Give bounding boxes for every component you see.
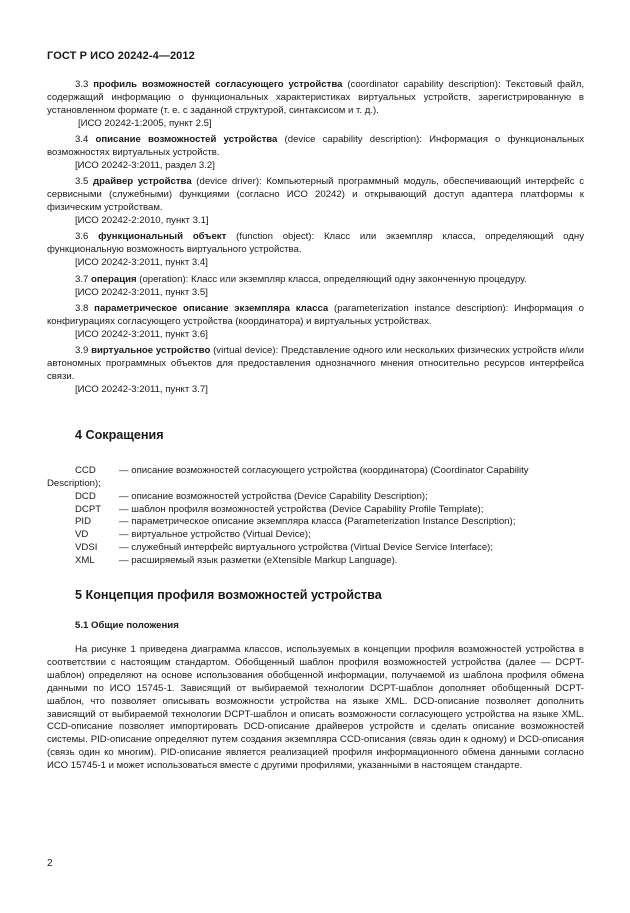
definition-item bbox=[47, 231, 584, 257]
abbreviations-list bbox=[47, 465, 584, 568]
abbreviation-code: VD bbox=[75, 529, 89, 541]
definition-text: (virtual device): Представление одного или нескольких физических устройств и/или автономных программных объектов для предоставления однозначного мнения относительно ресурсов интерфейса связи. bbox=[47, 345, 584, 383]
abbreviation-definition: — описание возможностей устройства (Device Capability Description); bbox=[119, 490, 428, 502]
abbreviation-code: PID bbox=[75, 516, 91, 528]
definition-item bbox=[47, 303, 584, 329]
definition-number: 3.3 bbox=[75, 79, 89, 90]
definition-text: (device capability description): Информация о функциональных возможностях виртуальных устройств. bbox=[47, 134, 584, 159]
definition-reference: [ИСО 20242-1:2005, пункт 2.5] bbox=[78, 117, 212, 129]
abbreviation-code: DCD bbox=[75, 490, 96, 502]
definition-number: 3.9 bbox=[75, 345, 89, 357]
abbreviation-row bbox=[47, 504, 584, 517]
definition-term: описание возможностей устройства bbox=[95, 134, 278, 146]
abbreviation-code: VDSI bbox=[75, 542, 98, 554]
definition-reference: [ИСО 20242-3:2011, пункт 3.5] bbox=[75, 286, 208, 298]
definition-reference: [ИСО 20242-3:2011, пункт 3.6] bbox=[75, 328, 208, 340]
definition-text: (coordinator capability description): Текстовый файл, содержащий информацию о функциональных характеристиках виртуальных устройств, зарегистрированную в установленном формате (т. е. с заданной структурой, синтаксисом и т. д.). bbox=[47, 79, 585, 116]
abbreviation-definition: — служебный интерфейс виртуального устройства (Virtual Device Service Interface); bbox=[119, 542, 494, 554]
document-content bbox=[47, 79, 584, 773]
definition-text: (function object): Класс или экземпляр класса, определяющий одну функциональную возможность виртуального устройства. bbox=[47, 231, 584, 256]
definition-item bbox=[47, 134, 584, 160]
definition-text: (operation): Класс или экземпляр класса, определяющий одну законченную процедуру. bbox=[136, 273, 527, 285]
definition-number: 3.5 bbox=[75, 176, 89, 188]
definition-number: 3.4 bbox=[75, 134, 89, 146]
abbreviation-definition: — описание возможностей согласующего устройства (координатора) (Coordinator Capability bbox=[119, 464, 529, 476]
definition-term: функциональный объект bbox=[98, 231, 227, 243]
abbreviation-row bbox=[47, 529, 584, 542]
abbreviation-row bbox=[47, 555, 584, 568]
subsection-5-1-title: 5.1 Общие положения bbox=[75, 620, 179, 632]
abbreviation-row bbox=[47, 465, 584, 478]
definition-term: операция bbox=[91, 273, 137, 285]
definition-reference: [ИСО 20242-3:2011, пункт 3.7] bbox=[75, 383, 208, 395]
abbreviation-code: DCPT bbox=[75, 503, 102, 515]
abbreviation-row bbox=[47, 491, 584, 504]
section-4-title: 4 Сокращения bbox=[75, 427, 164, 442]
definition-item bbox=[47, 274, 584, 287]
definition-term: виртуальное устройство bbox=[91, 345, 211, 357]
definition-number: 3.6 bbox=[75, 231, 89, 243]
section-5-title: 5 Концепция профиля возможностей устройства bbox=[75, 588, 382, 603]
definition-reference: [ИСО 20242-3:2011, раздел 3.2] bbox=[75, 159, 215, 171]
definitions-list bbox=[47, 79, 584, 397]
definition-reference: [ИСО 20242-3:2011, пункт 3.4] bbox=[75, 257, 208, 269]
definition-term: драйвер устройства bbox=[92, 176, 192, 188]
definition-term: параметрическое описание экземпляра класса bbox=[94, 303, 329, 314]
abbreviation-definition: — шаблон профиля возможностей устройства (Device Capability Profile Template); bbox=[119, 503, 484, 515]
definition-text: (parameterization instance description): Информация о конфигурациях согласующего устройства (координатора) и виртуальных устройствах. bbox=[47, 303, 584, 327]
abbreviation-code: XML bbox=[75, 555, 95, 567]
definition-item bbox=[47, 345, 584, 384]
abbreviation-continuation: Description); bbox=[47, 477, 101, 489]
definition-number: 3.8 bbox=[75, 303, 89, 314]
abbreviation-row bbox=[47, 542, 584, 555]
document-header: ГОСТ Р ИСО 20242-4—2012 bbox=[47, 50, 195, 62]
definition-term: профиль возможностей согласующего устройства bbox=[93, 79, 343, 90]
definition-item bbox=[47, 176, 584, 215]
abbreviation-definition: — параметрическое описание экземпляра класса (Parameterization Instance Description); bbox=[119, 516, 516, 528]
definition-number: 3.7 bbox=[75, 273, 89, 285]
abbreviation-row bbox=[47, 516, 584, 529]
abbreviation-definition: — расширяемый язык разметки (eXtensible Markup Language). bbox=[119, 555, 398, 567]
abbreviation-code: CCD bbox=[75, 464, 96, 476]
definition-text: (device driver): Компьютерный программный модуль, обеспечивающий интерфейс с сервисными (служебными) функциями (согласно ИСО 20242) и открывающий доступ адаптера платформы к физическим устройствам. bbox=[47, 176, 584, 214]
definition-item bbox=[47, 79, 584, 118]
abbreviation-definition: — виртуальное устройство (Virtual Device); bbox=[119, 529, 311, 541]
page-number: 2 bbox=[47, 858, 53, 869]
body-paragraph: На рисунке 1 приведена диаграмма классов, используемых в концепции профиля возможностей устройства в соответствии с настоящим стандартом. Обобщенный шаблон профиля возможностей устройства (далее — DCPT-шаблон) определяют на основе использования обобщенной информации, получаемой из шаблона профиля обмена данными по ИСО 15745-1. Зависящий от выбираемой технологии DCPT-шаблон дополняет обобщенный DCPT-шаблон, что позволяет описывать возможности устройства на языке XML. DCD-описание позволяет дополнить зависящий от выбираемой технологии DCPT-шаблон и описать возможности согласующего устройства на языке XML. CCD-описание позволяет импортировать DCD-описание драйверов устройств и сделать описание возможностей системы. PID-описание определяют путем создания экземпляра CCD-описания (связь один к одному) и DCD-описания (связь один ко многим). PID-описание является реализацией профиля информационного обмена данными согласно ИСО 15745-1 и может использоваться вместе с другими профилями, указанными в настоящем стандарте. bbox=[47, 644, 584, 772]
definition-reference: [ИСО 20242-2:2010, пункт 3.1] bbox=[75, 215, 209, 227]
